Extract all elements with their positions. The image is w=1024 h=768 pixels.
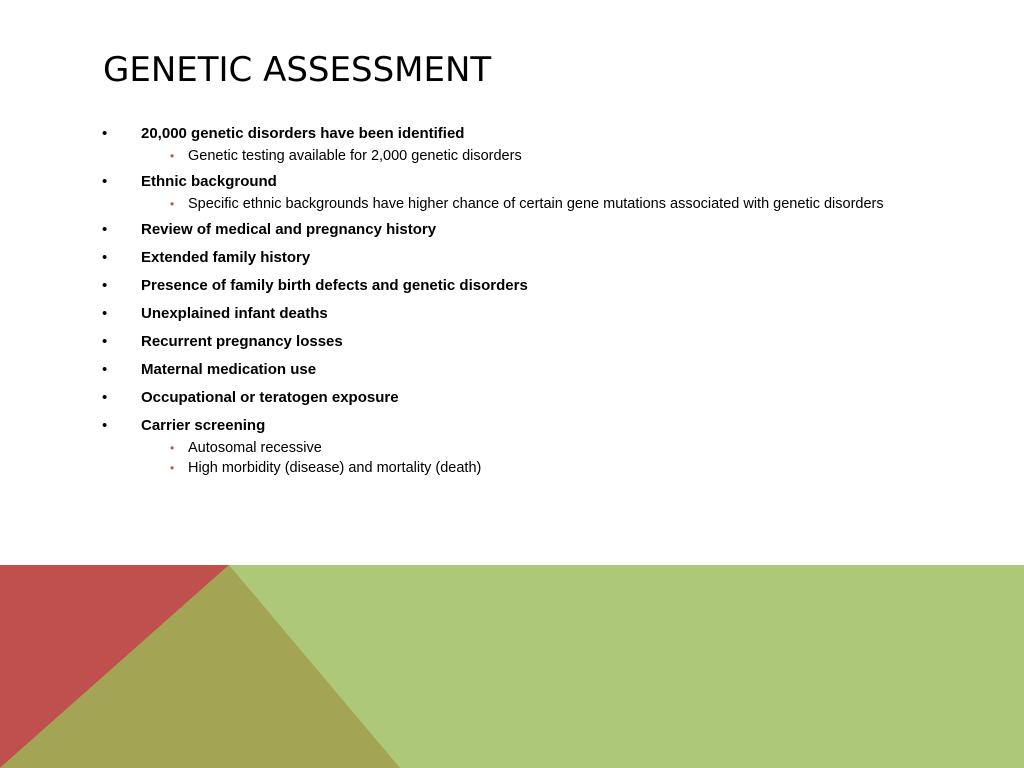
bullet-item bbox=[100, 248, 890, 268]
sub-bullet-marker: • bbox=[170, 461, 175, 475]
bullet-marker: • bbox=[102, 221, 108, 238]
bullet-item bbox=[100, 388, 890, 408]
sub-bullet-list bbox=[141, 148, 890, 164]
bullet-text: Unexplained infant deaths bbox=[141, 305, 328, 322]
bullet-marker: • bbox=[102, 125, 108, 142]
bullet-item bbox=[100, 172, 890, 212]
sub-bullet-text: Genetic testing available for 2,000 genetic disorders bbox=[188, 148, 522, 164]
bullet-text: Occupational or teratogen exposure bbox=[141, 389, 399, 406]
sub-bullet-marker: • bbox=[170, 149, 175, 163]
bullet-item bbox=[100, 360, 890, 380]
slide-title: GENETIC ASSESSMENT bbox=[103, 50, 492, 90]
sub-bullet-marker: • bbox=[170, 441, 175, 455]
sub-bullet-list bbox=[141, 440, 890, 476]
sub-bullet-item bbox=[141, 440, 890, 456]
bullet-marker: • bbox=[102, 249, 108, 266]
bullet-text: Carrier screening bbox=[141, 417, 266, 434]
sub-bullet-text: High morbidity (disease) and mortality (death) bbox=[188, 460, 482, 476]
bullet-marker: • bbox=[102, 173, 108, 190]
sub-bullet-text: Autosomal recessive bbox=[188, 440, 322, 456]
bullet-list bbox=[100, 124, 890, 484]
sub-bullet-item bbox=[141, 460, 890, 476]
bullet-marker: • bbox=[102, 361, 108, 378]
bullet-item bbox=[100, 220, 890, 240]
bullet-item bbox=[100, 276, 890, 296]
decorative-footer-shapes bbox=[0, 565, 1024, 768]
bullet-text: Extended family history bbox=[141, 249, 311, 266]
sub-bullet-marker: • bbox=[170, 197, 175, 211]
bullet-text: Recurrent pregnancy losses bbox=[141, 333, 343, 350]
bullet-text: Presence of family birth defects and genetic disorders bbox=[141, 277, 528, 294]
sub-bullet-list bbox=[141, 196, 890, 212]
bullet-text: Ethnic background bbox=[141, 173, 277, 190]
bullet-marker: • bbox=[102, 305, 108, 322]
bullet-item bbox=[100, 416, 890, 476]
bullet-marker: • bbox=[102, 333, 108, 350]
bullet-text: 20,000 genetic disorders have been identified bbox=[141, 125, 465, 142]
bullet-marker: • bbox=[102, 417, 108, 434]
sub-bullet-item bbox=[141, 196, 890, 212]
bullet-item bbox=[100, 124, 890, 164]
bullet-marker: • bbox=[102, 277, 108, 294]
bullet-text: Review of medical and pregnancy history bbox=[141, 221, 437, 238]
bullet-marker: • bbox=[102, 389, 108, 406]
bullet-item bbox=[100, 332, 890, 352]
bullet-item bbox=[100, 304, 890, 324]
bullet-text: Maternal medication use bbox=[141, 361, 317, 378]
sub-bullet-item bbox=[141, 148, 890, 164]
sub-bullet-text: Specific ethnic backgrounds have higher chance of certain gene mutations associated with genetic disorders bbox=[188, 196, 884, 212]
